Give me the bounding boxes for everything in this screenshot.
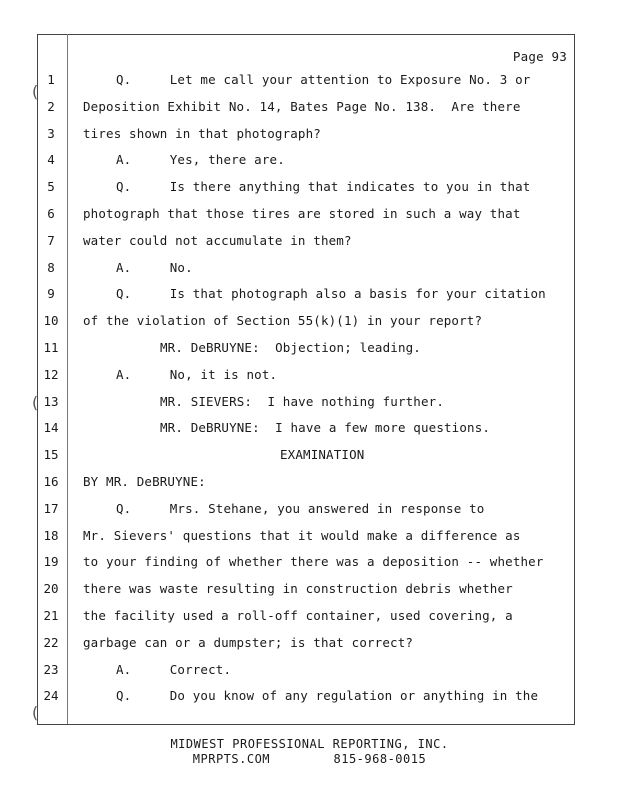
page-number: Page 93: [512, 49, 567, 64]
transcript-line: [0, 367, 619, 387]
line-number: 24: [43, 688, 59, 704]
line-number: 13: [43, 393, 59, 409]
line-number: 14: [43, 420, 59, 436]
footer-company: MIDWEST PROFESSIONAL REPORTING, INC.: [170, 737, 449, 751]
line-number: 10: [43, 313, 59, 329]
line-text: garbage can or a dumpster; is that correct?: [83, 634, 414, 650]
line-number: 8: [47, 259, 55, 275]
binder-mark: (: [30, 703, 40, 722]
line-text: photograph that those tires are stored in such a way that: [83, 206, 521, 221]
binder-mark: (: [30, 82, 40, 101]
line-text: Q. Is that photograph also a basis for your citation: [116, 286, 546, 302]
line-number: 15: [43, 447, 59, 463]
line-text: EXAMINATION: [280, 447, 365, 463]
line-number: 19: [43, 554, 59, 570]
line-number: 22: [43, 634, 59, 650]
line-text: there was waste resulting in construction debris whether: [83, 581, 513, 597]
line-number: 9: [47, 286, 55, 302]
line-text: Q. Mrs. Stehane, you answered in response to: [116, 500, 485, 516]
line-text: A. Yes, there are.: [116, 152, 285, 168]
line-text: of the violation of Section 55(k)(1) in your report?: [83, 313, 483, 329]
transcript-line: [0, 99, 619, 119]
footer-site: MPRPTS.COM: [192, 752, 271, 766]
transcript-line: [0, 72, 619, 92]
line-number: 17: [43, 500, 59, 516]
transcript-line: [0, 474, 619, 494]
transcript-line: [0, 635, 619, 655]
line-text: the facility used a roll-off container, used covering, a: [83, 608, 513, 623]
transcript-line: [0, 501, 619, 521]
transcript-line: [0, 554, 619, 574]
transcript-line: [0, 581, 619, 601]
line-number: 12: [43, 366, 59, 382]
transcript-line: [0, 394, 619, 414]
transcript-line: [0, 286, 619, 306]
line-text: water could not accumulate in them?: [83, 232, 352, 248]
line-text: Q. Do you know of any regulation or anything in the: [116, 688, 539, 704]
transcript-line: [0, 447, 619, 467]
line-text: MR. DeBRUYNE: I have a few more questions.: [160, 420, 491, 436]
line-number: 4: [47, 152, 55, 168]
line-text: tires shown in that photograph?: [83, 125, 321, 141]
footer-contact: [0, 752, 619, 766]
line-number: 21: [43, 608, 59, 623]
line-text: Q. Is there anything that indicates to you in that: [116, 179, 531, 195]
line-text: BY MR. DeBRUYNE:: [83, 474, 206, 489]
line-text: A. Correct.: [116, 661, 232, 677]
line-number: 23: [43, 661, 59, 677]
transcript-line: [0, 688, 619, 708]
line-text: Mr. Sievers' questions that it would make a difference as: [83, 527, 521, 543]
line-text: to your finding of whether there was a deposition -- whether: [83, 554, 544, 570]
line-number: 5: [47, 179, 55, 195]
transcript-line: [0, 179, 619, 199]
footer-phone: 815-968-0015: [333, 752, 427, 766]
line-number: 16: [43, 474, 59, 489]
line-number: 1: [47, 72, 55, 87]
transcript-line: [0, 420, 619, 440]
binder-mark: (: [30, 393, 40, 412]
transcript-line: [0, 608, 619, 628]
line-text: A. No, it is not.: [116, 366, 278, 382]
transcript-line: [0, 260, 619, 280]
line-number: 11: [43, 340, 59, 355]
line-text: Q. Let me call your attention to Exposure No. 3 or: [116, 72, 531, 87]
transcript-line: [0, 528, 619, 548]
line-number: 7: [47, 232, 55, 248]
line-text: Deposition Exhibit No. 14, Bates Page No. 138. Are there: [83, 98, 521, 114]
transcript-line: [0, 206, 619, 226]
line-number: 3: [47, 125, 55, 141]
transcript-line: [0, 340, 619, 360]
line-text: MR. SIEVERS: I have nothing further.: [160, 393, 444, 409]
transcript-line: [0, 233, 619, 253]
line-number: 6: [47, 206, 55, 221]
transcript-line: [0, 313, 619, 333]
line-text: A. No.: [116, 259, 193, 275]
transcript-line: [0, 126, 619, 146]
line-number: 18: [43, 527, 59, 543]
transcript-line: [0, 662, 619, 682]
line-text: MR. DeBRUYNE: Objection; leading.: [160, 340, 421, 355]
line-number: 2: [47, 98, 55, 114]
line-number: 20: [43, 581, 59, 597]
transcript-line: [0, 152, 619, 172]
